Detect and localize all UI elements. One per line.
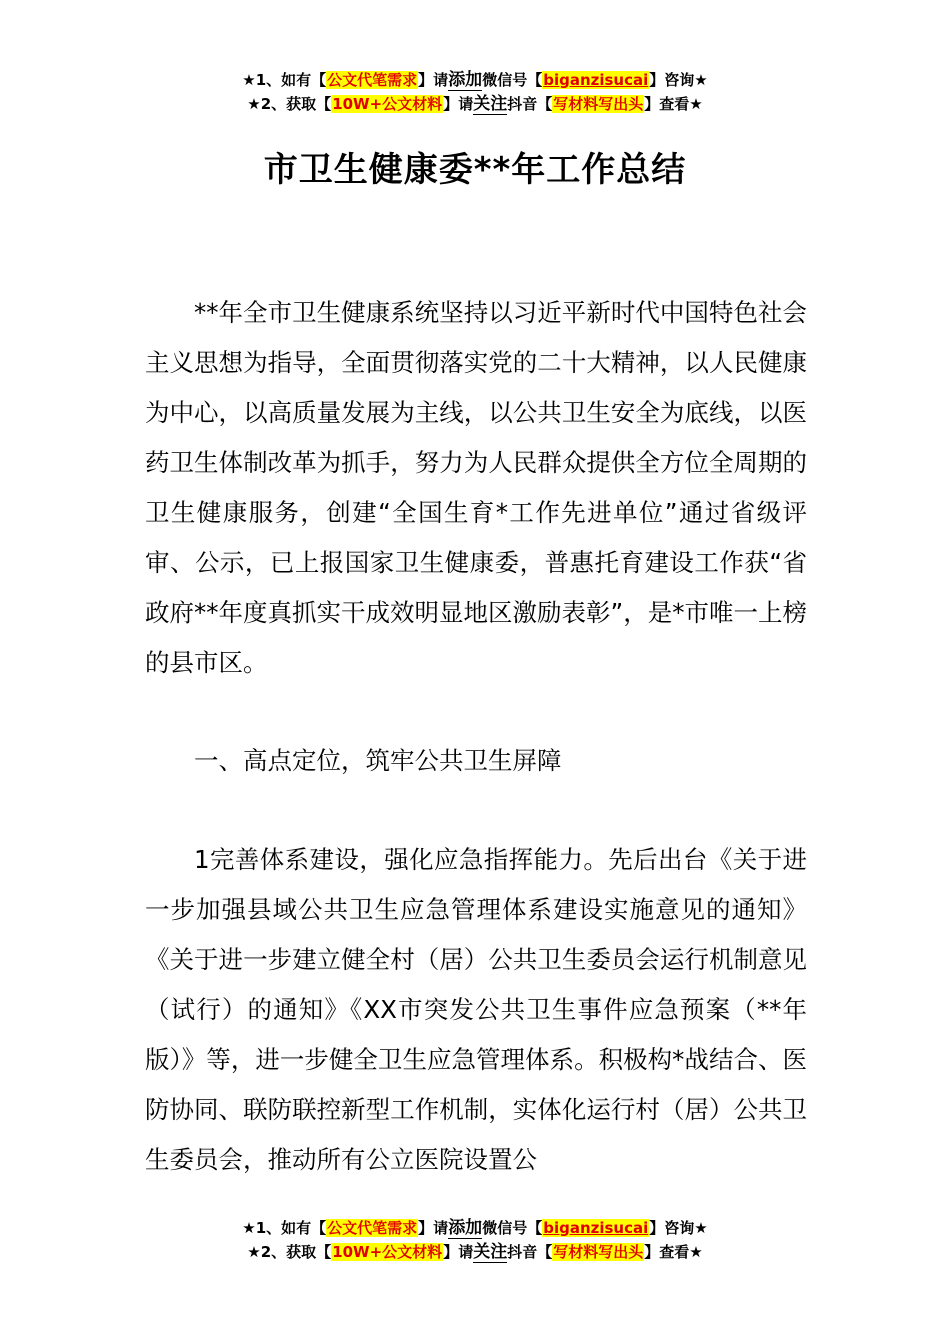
banner-text: 】咨询★ bbox=[649, 1219, 708, 1237]
banner-text: 】请 bbox=[443, 1243, 474, 1261]
banner-text: 】咨询★ bbox=[649, 71, 708, 89]
wechat-id-link[interactable]: biganzisucai bbox=[543, 1219, 649, 1237]
banner-line-1 bbox=[0, 1216, 950, 1240]
document-title: 市卫生健康委**年工作总结 bbox=[263, 150, 687, 190]
service-highlight: 公文代笔需求 bbox=[327, 1219, 418, 1237]
banner-text: 】查看★ bbox=[644, 1243, 703, 1261]
section-1-paragraph: 1完善体系建设，强化应急指挥能力。先后出台《关于进一步加强县域公共卫生应急管理体系建设实施意见的通知》《关于进一步建立健全村（居）公共卫生委员会运行机制意见（试行）的通知》《XX市突发公共卫生事件应急预案（**年版）》等，进一步健全卫生应急管理体系。积极构*战结合、医防协同、联防联控新型工作机制，实体化运行村（居）公共卫生委员会，推动所有公立医院设置公 bbox=[145, 845, 807, 1174]
banner-text: 】请 bbox=[418, 71, 449, 89]
banner-text: 抖音【 bbox=[507, 1243, 553, 1261]
banner-text: 微信号【 bbox=[482, 71, 543, 89]
footer-banner bbox=[0, 1216, 950, 1264]
banner-text: 】请 bbox=[418, 1219, 449, 1237]
banner-text: 微信号【 bbox=[482, 1219, 543, 1237]
banner-emphasis: 添加 bbox=[448, 70, 483, 90]
banner-text: ★2、获取【 bbox=[247, 95, 332, 113]
material-highlight: 10W+公文材料 bbox=[332, 1243, 443, 1261]
banner-text: 】请 bbox=[443, 95, 474, 113]
section-heading-1: 一、高点定位，筑牢公共卫生屏障 bbox=[194, 746, 562, 775]
douyin-account-highlight: 写材料写出头 bbox=[553, 1243, 644, 1261]
banner-emphasis: 关注 bbox=[473, 94, 508, 114]
banner-text: ★2、获取【 bbox=[247, 1243, 332, 1261]
service-highlight: 公文代笔需求 bbox=[327, 71, 418, 89]
banner-text: ★1、如有【 bbox=[242, 71, 327, 89]
banner-line-2 bbox=[0, 1240, 950, 1264]
banner-text: 】查看★ bbox=[644, 95, 703, 113]
douyin-account-highlight: 写材料写出头 bbox=[553, 95, 644, 113]
intro-paragraph: **年全市卫生健康系统坚持以习近平新时代中国特色社会主义思想为指导，全面贯彻落实党的二十大精神，以人民健康为中心，以高质量发展为主线，以公共卫生安全为底线，以医药卫生体制改革为抓手，努力为人民群众提供全方位全周期的卫生健康服务，创建“全国生育*工作先进单位”通过省级评审、公示，已上报国家卫生健康委，普惠托育建设工作获“省政府**年度真抓实干成效明显地区激励表彰”，是*市唯一上榜的县市区。 bbox=[145, 298, 807, 677]
banner-emphasis: 关注 bbox=[473, 1242, 508, 1262]
wechat-id-link[interactable]: biganzisucai bbox=[543, 71, 649, 89]
header-banner bbox=[0, 68, 950, 116]
banner-text: ★1、如有【 bbox=[242, 1219, 327, 1237]
banner-line-2 bbox=[0, 92, 950, 116]
banner-text: 抖音【 bbox=[507, 95, 553, 113]
banner-line-1 bbox=[0, 68, 950, 92]
banner-emphasis: 添加 bbox=[448, 1218, 483, 1238]
material-highlight: 10W+公文材料 bbox=[332, 95, 443, 113]
